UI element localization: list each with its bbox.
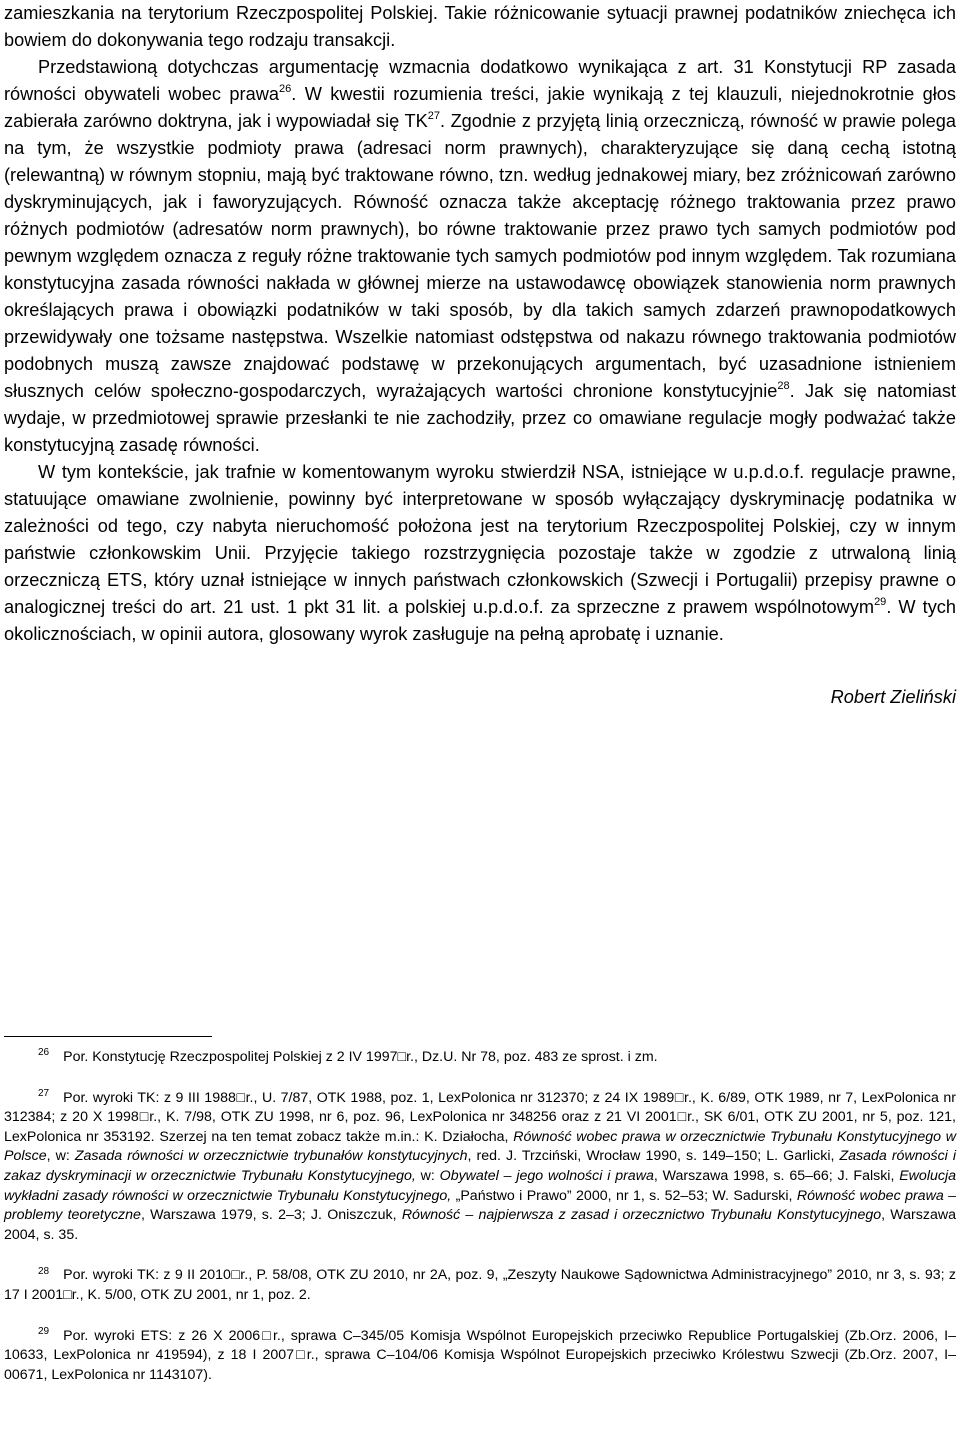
footnote-27-title-5: Ewolucja wykładni zasady równości w orzecznictwie Trybunału Konstytucyjnego, bbox=[4, 1167, 956, 1204]
footnote-27-text-1: Por. wyroki TK: z 9 III 1988□r., U. 7/87, OTK 1988, poz. 1, LexPolonica nr 312370; z 24 IX 1989□r., K. 6/89, OTK 1989, nr 7, LexPolonica nr 312384; z 20 X 1998□r., K. 7/98, OTK ZU 1998, nr 6, poz. 96, LexPolonica nr 348256 oraz z 21 VI 2001□r., SK 6/01, OTK ZU 2001, nr 5, poz. 121, LexPolonica nr 353192. Szerzej na ten temat zobacz także m.in.: K. Działocha, bbox=[4, 1089, 956, 1145]
paragraph-2 bbox=[4, 54, 956, 459]
footnote-27-text-3: , red. J. Trzciński, Wrocław 1990, s. 149–150; L. Garlicki, bbox=[467, 1148, 840, 1165]
paragraph-3 bbox=[4, 459, 956, 648]
footnote-27 bbox=[4, 1089, 956, 1246]
document-page bbox=[4, 0, 957, 1383]
footnote-number-27: 27 bbox=[38, 1087, 50, 1099]
paragraph-3-text-b: . W tych okolicznościach, w opinii autora, glosowany wyrok zasługuje na pełną aprobatę i uznanie. bbox=[4, 597, 956, 644]
paragraph-2-text-b: . W kwestii rozumienia treści, jakie wynikają z tej klauzuli, niejednokrotnie głos zabierała zarówno doktryna, jak i wypowiadał się TK bbox=[4, 84, 956, 131]
paragraph-3-text-a: W tym kontekście, jak trafnie w komentowanym wyroku stwierdził NSA, istniejące w u.p.d.o.f. regulacje prawne, statuujące omawiane zwolnienie, powinny być interpretowane w sposób wyłączający dyskryminację podatnika w zależności od tego, czy nabyta nieruchomość położona jest na terytorium Rzeczpospolitej Polskiej, czy w innym państwie członkowskim Unii. Przyjęcie takiego rozstrzygnięcia pozostaje także w zgodzie z utrwaloną linią orzeczniczą ETS, który uznał istniejące w innych państwach członkowskich (Szwecji i Portugalii) przepisy prawne o analogicznej treści do art. 21 ust. 1 pkt 31 lit. a polskiej u.p.d.o.f. za sprzeczne z prawem wspólnotowym bbox=[4, 462, 956, 617]
paragraph-1-text: zamieszkania na terytorium Rzeczpospolitej Polskiej. Takie różnicowanie sytuacji prawnej podatników zniechęca ich bowiem do dokonywania tego rodzaju transakcji. bbox=[4, 3, 956, 50]
footnote-27-title-4: Obywatel – jego wolności i prawa bbox=[439, 1167, 654, 1184]
footnote-27-title-6: Równość wobec prawa – problemy teoretyczne bbox=[4, 1187, 956, 1224]
footnote-27-text-6: „Państwo i Prawo” 2000, nr 1, s. 52–53; W. Sadurski, bbox=[451, 1187, 797, 1204]
footnote-27-text-7: , Warszawa 1979, s. 2–3; J. Oniszczuk, bbox=[140, 1207, 402, 1224]
footnote-ref-29[interactable]: 29 bbox=[874, 595, 887, 608]
footnote-number-29: 29 bbox=[38, 1325, 50, 1337]
footnote-27-text-8: , Warszawa 2004, s. 35. bbox=[4, 1207, 956, 1243]
footnote-27-title-7: Równość – najpierwsza z zasad i orzecznictwo Trybunału Konstytucyjnego bbox=[401, 1207, 882, 1224]
paragraph-2-text-d: . Jak się natomiast wydaje, w przedmiotowej sprawie przesłanki te nie zachodziły, przez co omawiane regulacje mogły podważać także konstytucyjną zasadę równości. bbox=[4, 381, 957, 455]
paragraph-1 bbox=[4, 0, 956, 54]
footnote-27-title-3: Zasada równości i zakaz dyskryminacji w orzecznictwie Trybunału Konstytucyjnego, bbox=[4, 1148, 957, 1184]
paragraph-2-text-c: . Zgodnie z przyjętą linią orzeczniczą, równość w prawie polega na tym, że wszystkie podmioty prawa (adresaci norm prawnych), charakteryzujące się daną cechą istotną (relewantną) w równym stopniu, mają być traktowane równo, tzn. według jednakowej miary, bez zróżnicowań zarówno dyskryminujących, jak i faworyzujących. Równość oznacza także akceptację różnego traktowania przez prawo różnych podmiotów (adresatów norm prawnych), bo równe traktowanie przez prawo tych samych podmiotów pod pewnym względem oznacza z reguły różne traktowanie tych samych podmiotów pod innym względem. Tak rozumiana konstytucyjna zasada równości nakłada w głównej mierze na ustawodawcę obowiązek stanowienia norm prawnych określających prawa i obowiązki podatników w taki sposób, by dla takich samych zdarzeń prawnopodatkowych przewidywały one tożsame następstwa. Wszelkie natomiast odstępstwa od nakazu równego traktowania podmiotów podobnych muszą zawsze znajdować podstawę w przekonujących argumentach, być uzasadnione istnieniem słusznych celów społeczno-gospodarczych, wyrażających wartości chronione konstytucyjnie bbox=[4, 111, 956, 401]
footnotes bbox=[4, 1048, 956, 1406]
footnote-27-title-2: Zasada równości w orzecznictwie trybunałów konstytucyjnych bbox=[74, 1148, 468, 1165]
paragraph-2-text-a: Przedstawioną dotychczas argumentację wzmacnia dodatkowo wynikająca z art. 31 Konstytucji RP zasada równości obywateli wobec prawa bbox=[4, 57, 956, 104]
footnote-28 bbox=[4, 1266, 956, 1305]
footnote-27-text-2: , w: bbox=[46, 1148, 75, 1165]
footnote-27-text-4: w: bbox=[415, 1167, 440, 1184]
footnote-26 bbox=[4, 1048, 956, 1068]
footnote-number-28: 28 bbox=[38, 1265, 50, 1277]
footnote-27-text-5: , Warszawa 1998, s. 65–66; J. Falski, bbox=[653, 1167, 900, 1184]
footnote-29-text: Por. wyroki ETS: z 26 X 2006□r., sprawa C–345/05 Komisja Wspólnot Europejskich przeciwko Republice Portugalskiej (Zb.Orz. 2006, I–10633, LexPolonica nr 419594), z 18 I 2007□r., sprawa C–104/06 Komisja Wspólnot Europejskich przeciwko Królestwu Szwecji (Zb.Orz. 2007, I–00671, LexPolonica nr 1143107). bbox=[4, 1327, 956, 1383]
footnote-ref-28[interactable]: 28 bbox=[777, 379, 790, 392]
footnote-separator bbox=[4, 1036, 212, 1037]
footnote-number-26: 26 bbox=[38, 1047, 50, 1059]
footnote-26-text: Por. Konstytucję Rzeczpospolitej Polskiej z 2 IV 1997□r., Dz.U. Nr 78, poz. 483 ze sprost. i zm. bbox=[63, 1049, 658, 1065]
footnote-29 bbox=[4, 1327, 956, 1386]
main-text bbox=[4, 0, 956, 648]
footnote-ref-26[interactable]: 26 bbox=[278, 82, 292, 95]
footnote-28-text: Por. wyroki TK: z 9 II 2010□r., P. 58/08, OTK ZU 2010, nr 2A, poz. 9, „Zeszyty Naukowe Sądownictwa Administracyjnego” 2010, nr 3, s. 93; z 17 I 2001□r., K. 5/00, OTK ZU 2001, nr 1, poz. 2. bbox=[4, 1267, 956, 1303]
author-signature: Robert Zieliński bbox=[830, 687, 956, 707]
footnote-ref-27[interactable]: 27 bbox=[427, 109, 440, 122]
footnote-27-title-1: Równość wobec prawa w orzecznictwie Trybunału Konstytucyjnego w Polsce bbox=[4, 1128, 956, 1165]
